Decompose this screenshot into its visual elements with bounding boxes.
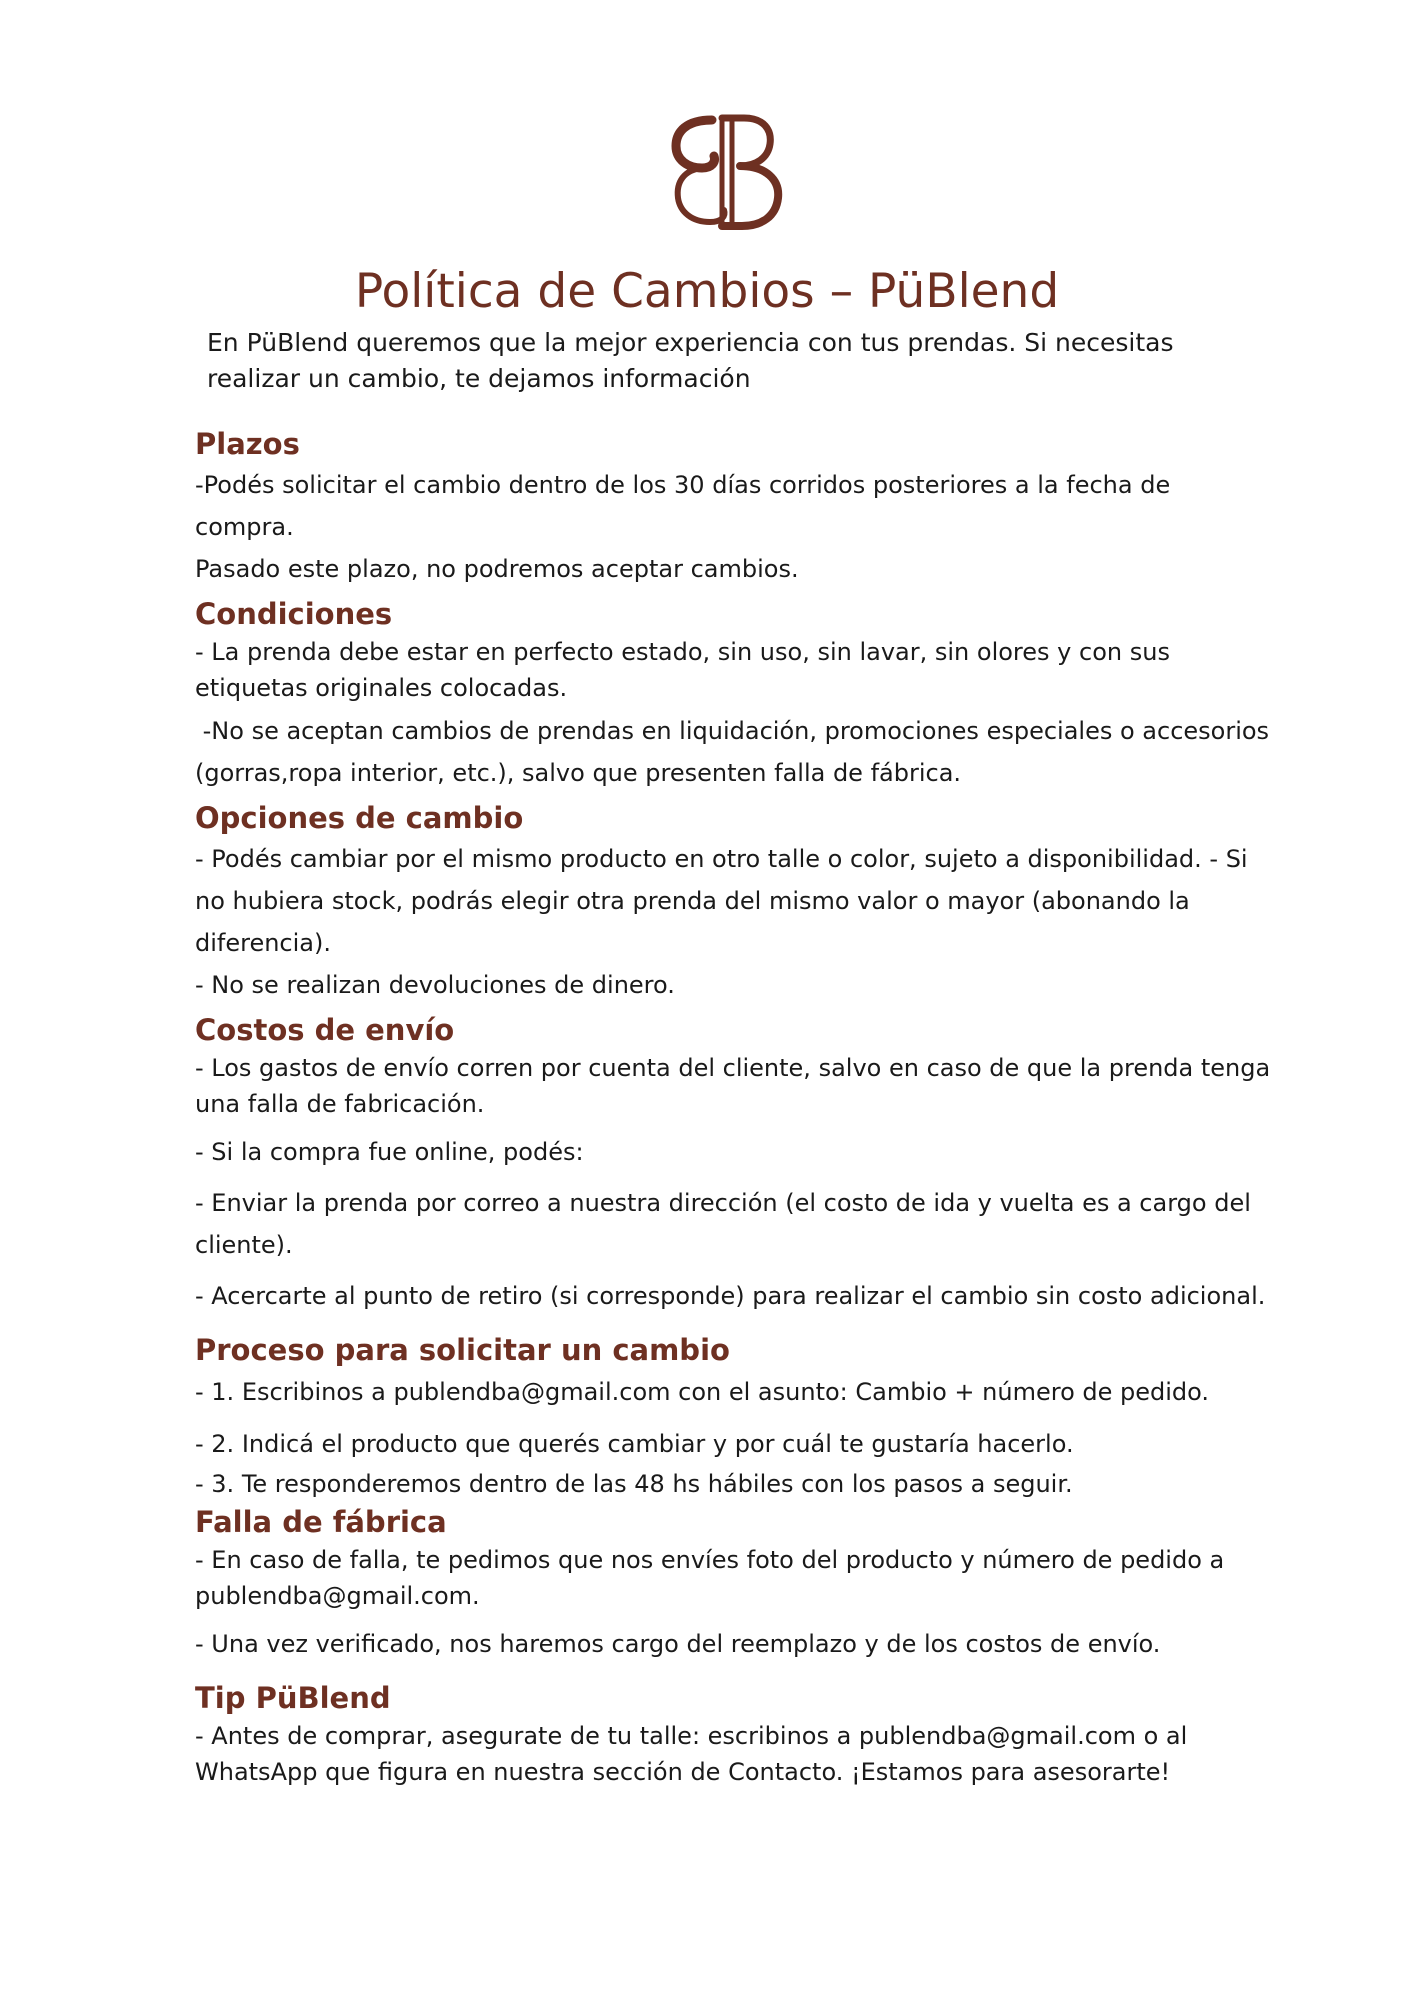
section-title-proceso: Proceso para solicitar un cambio <box>195 1333 730 1367</box>
condiciones-paragraph: - La prenda debe estar en perfecto estado, sin uso, sin lavar, sin olores y con sus etiquetas originales colocadas. <box>195 638 1170 702</box>
opciones-paragraph: - No se realizan devoluciones de dinero. <box>195 971 675 999</box>
costos-paragraph: - Acercarte al punto de retiro (si corresponde) para realizar el cambio sin costo adicional. <box>195 1282 1266 1310</box>
proceso-step: - 3. Te responderemos dentro de las 48 hs hábiles con los pasos a seguir. <box>195 1470 1073 1498</box>
tip-paragraph: - Antes de comprar, asegurate de tu talle: escribinos a publendba@gmail.com o al WhatsApp que figura en nuestra sección de Contacto. ¡Estamos para asesorarte! <box>195 1722 1188 1786</box>
section-title-plazos: Plazos <box>195 427 300 461</box>
section-title-condiciones: Condiciones <box>195 597 393 631</box>
falla-paragraph: - En caso de falla, te pedimos que nos envíes foto del producto y número de pedido a publendba@gmail.com. <box>195 1546 1225 1610</box>
intro-paragraph: En PüBlend queremos que la mejor experiencia con tus prendas. Si necesitas realizar un cambio, te dejamos información <box>207 328 1174 393</box>
page-title: Política de Cambios – PüBlend <box>354 264 1060 319</box>
section-title-falla: Falla de fábrica <box>195 1505 447 1539</box>
falla-paragraph: - Una vez verificado, nos haremos cargo del reemplazo y de los costos de envío. <box>195 1630 1161 1658</box>
proceso-step: - 2. Indicá el producto que querés cambiar y por cuál te gustaría hacerlo. <box>195 1430 1074 1458</box>
costos-paragraph: - Enviar la prenda por correo a nuestra dirección (el costo de ida y vuelta es a cargo del cliente). <box>195 1189 1251 1259</box>
section-title-opciones: Opciones de cambio <box>195 801 524 835</box>
plazos-paragraph: Pasado este plazo, no podremos aceptar cambios. <box>195 555 799 583</box>
opciones-paragraph: - Podés cambiar por el mismo producto en otro talle o color, sujeto a disponibilidad. - Si no hubiera stock, podrás elegir otra prenda del mismo valor o mayor (abonando la diferencia). <box>195 845 1248 957</box>
costos-paragraph: - Los gastos de envío corren por cuenta del cliente, salvo en caso de que la prenda tenga una falla de fabricación. <box>195 1054 1271 1118</box>
section-title-costos: Costos de envío <box>195 1013 455 1047</box>
policy-content <box>195 424 1275 1790</box>
plazos-paragraph: -Podés solicitar el cambio dentro de los 30 días corridos posteriores a la fecha de compra. <box>195 471 1171 541</box>
proceso-step: - 1. Escribinos a publendba@gmail.com con el asunto: Cambio + número de pedido. <box>195 1378 1210 1406</box>
publend-monogram-logo <box>666 110 790 234</box>
costos-paragraph: - Si la compra fue online, podés: <box>195 1138 584 1166</box>
section-title-tip: Tip PüBlend <box>195 1681 391 1715</box>
condiciones-paragraph: -No se aceptan cambios de prendas en liquidación, promociones especiales o accesorios (gorras,ropa interior, etc.), salvo que presenten falla de fábrica. <box>195 717 1277 787</box>
